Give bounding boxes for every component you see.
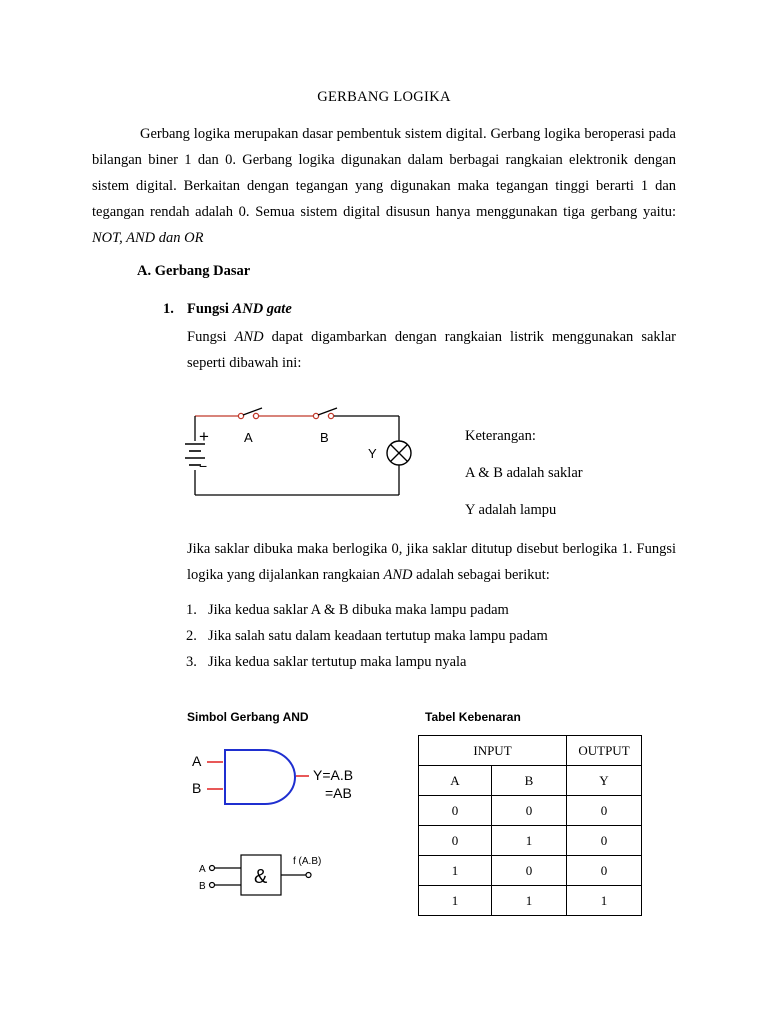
- iec-output-terminal: [306, 873, 311, 878]
- subsection-label-em: AND gate: [232, 301, 292, 317]
- col-a: A: [419, 766, 492, 796]
- legend-line-switch: A & B adalah saklar: [465, 465, 583, 481]
- list-number: 3.: [186, 654, 197, 670]
- truth-table-caption: Tabel Kebenaran: [425, 710, 521, 724]
- table-row: [419, 826, 642, 856]
- iec-input-a-terminal: [210, 866, 215, 871]
- list-item: [186, 597, 548, 623]
- desc-em: AND: [234, 329, 264, 345]
- table-row: [419, 856, 642, 886]
- table-row: [419, 886, 642, 916]
- truth-table: [418, 735, 642, 916]
- switch-a-contact-left: [238, 413, 243, 418]
- table-row: [419, 796, 642, 826]
- table-cell: 0: [492, 856, 567, 886]
- table-cell: 1: [419, 886, 492, 916]
- list-number: 1.: [186, 602, 197, 618]
- battery-plus-label: +: [199, 427, 209, 446]
- col-b: B: [492, 766, 567, 796]
- lamp-label: Y: [368, 446, 377, 461]
- intro-paragraph: [92, 121, 676, 251]
- list-item: [186, 623, 548, 649]
- table-cell: 0: [419, 826, 492, 856]
- subsection-number: 1.: [163, 301, 174, 317]
- legend-heading: Keterangan:: [465, 428, 536, 444]
- table-header-row: [419, 736, 642, 766]
- switch-b-label: B: [320, 430, 329, 445]
- switch-b-contact-right: [328, 413, 333, 418]
- and-gate-body: [225, 750, 295, 804]
- logic-explanation: [187, 536, 676, 588]
- table-cell: 1: [492, 826, 567, 856]
- jika-post: adalah sebagai berikut:: [412, 567, 550, 583]
- jika-pre: Jika saklar dibuka maka berlogika 0, jika saklar ditutup disebut berlogika 1. Fungsi logika yang dijalankan rangkaian: [187, 541, 676, 583]
- table-column-row: [419, 766, 642, 796]
- table-cell: 0: [492, 796, 567, 826]
- and-circuit-diagram: [180, 400, 420, 505]
- iec-output-label: f (A.B): [293, 856, 322, 867]
- iec-input-b-label: B: [199, 881, 206, 892]
- gate-output-label-2: =AB: [325, 785, 352, 801]
- list-text: Jika kedua saklar A & B dibuka maka lampu padam: [208, 602, 509, 618]
- function-description: [187, 324, 676, 376]
- page-title: GERBANG LOGIKA: [317, 89, 451, 105]
- switch-a-label: A: [244, 430, 253, 445]
- section-heading: A. Gerbang Dasar: [137, 263, 251, 279]
- iec-input-b-terminal: [210, 883, 215, 888]
- rules-list: [186, 597, 548, 675]
- list-text: Jika salah satu dalam keadaan tertutup maka lampu padam: [208, 628, 548, 644]
- table-cell: 0: [567, 826, 642, 856]
- header-output: OUTPUT: [567, 736, 642, 766]
- jika-em: AND: [383, 567, 413, 583]
- list-item: [186, 649, 548, 675]
- switch-b-contact-left: [313, 413, 318, 418]
- iec-and-symbol: &: [254, 866, 268, 888]
- gate-input-a-label: A: [192, 753, 202, 769]
- switch-b-lever: [318, 408, 337, 415]
- table-cell: 0: [567, 856, 642, 886]
- table-cell: 1: [567, 886, 642, 916]
- intro-emphasis: NOT, AND dan OR: [92, 230, 204, 246]
- table-cell: 0: [567, 796, 642, 826]
- subsection-heading: [163, 301, 292, 318]
- symbol-caption: Simbol Gerbang AND: [187, 710, 309, 724]
- legend-line-lamp: Y adalah lampu: [465, 502, 557, 518]
- table-cell: 0: [419, 796, 492, 826]
- subsection-label: Fungsi: [187, 301, 233, 317]
- iec-and-gate-symbol: [195, 850, 345, 900]
- list-text: Jika kedua saklar tertutup maka lampu nyala: [208, 654, 467, 670]
- switch-a-contact-right: [253, 413, 258, 418]
- lamp-icon: [387, 441, 411, 465]
- and-gate-symbol: [185, 740, 375, 810]
- list-number: 2.: [186, 628, 197, 644]
- battery-minus-label: −: [199, 458, 208, 474]
- gate-output-label: Y=A.B: [313, 767, 354, 783]
- switch-a-lever: [243, 408, 262, 415]
- table-cell: 1: [492, 886, 567, 916]
- desc-post: dapat digambarkan dengan rangkaian listrik menggunakan saklar seperti dibawah ini:: [187, 329, 676, 371]
- iec-input-a-label: A: [199, 864, 206, 875]
- gate-input-b-label: B: [192, 780, 202, 796]
- intro-text: Gerbang logika merupakan dasar pembentuk sistem digital. Gerbang logika beroperasi pada bilangan biner 1 dan 0. Gerbang logika digunakan dalam berbagai rangkaian elektronik dengan sistem digital. Berkaitan dengan tegangan yang digunakan maka tegangan tinggi berarti 1 dan tegangan rendah adalah 0. Semua sistem digital disusun hanya menggunakan tiga gerbang yaitu:: [92, 126, 676, 220]
- table-cell: 1: [419, 856, 492, 886]
- desc-pre: Fungsi: [187, 329, 235, 345]
- col-y: Y: [567, 766, 642, 796]
- header-input: INPUT: [419, 736, 567, 766]
